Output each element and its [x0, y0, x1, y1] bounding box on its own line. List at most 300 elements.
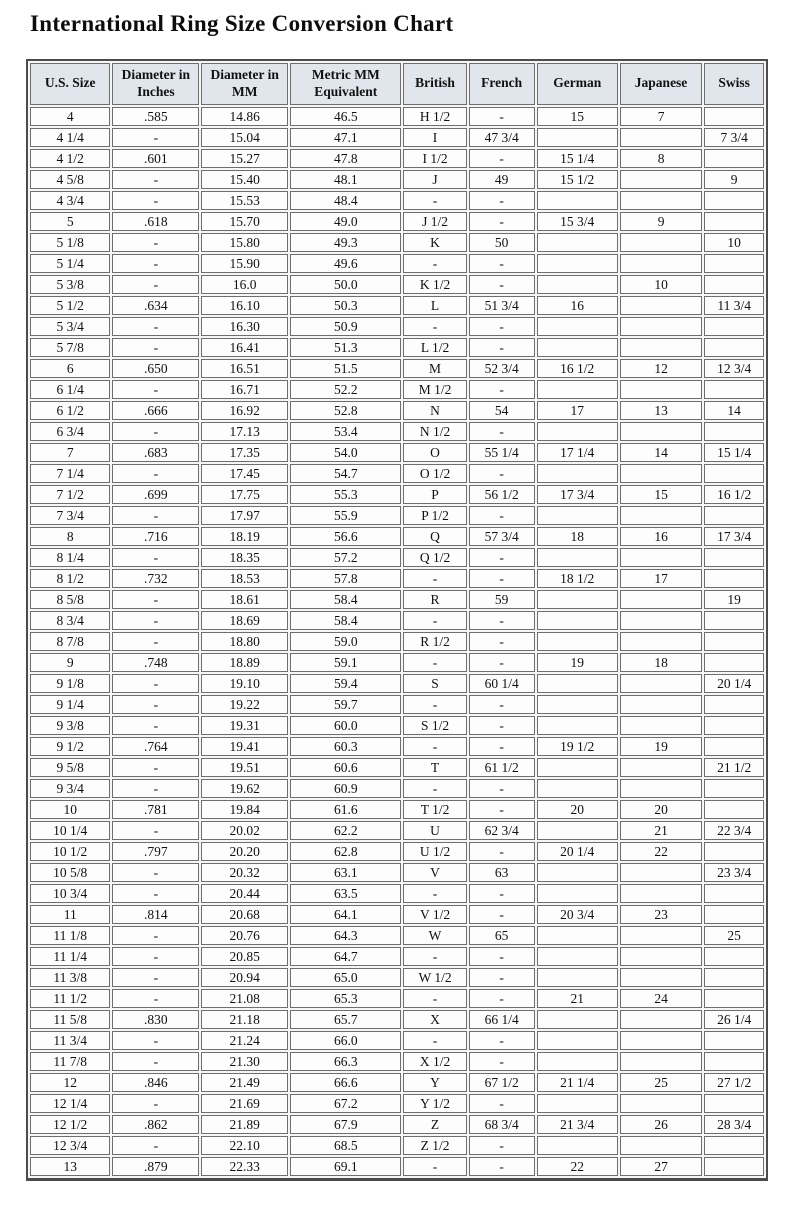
table-cell: 7 3/4 [704, 128, 764, 147]
column-header-5: French [469, 63, 535, 105]
table-cell: 21 [620, 821, 703, 840]
table-cell: .781 [112, 800, 199, 819]
table-row [30, 506, 764, 525]
table-cell: - [469, 275, 535, 294]
table-cell: 27 [620, 1157, 703, 1176]
table-cell [704, 695, 764, 714]
table-cell [620, 1010, 703, 1029]
table-cell: 67.9 [290, 1115, 401, 1134]
table-cell: I [403, 128, 466, 147]
table-cell: 21.08 [201, 989, 288, 1008]
table-cell: U [403, 821, 466, 840]
table-cell: - [469, 149, 535, 168]
table-cell [704, 947, 764, 966]
table-cell [620, 548, 703, 567]
table-cell: 14.86 [201, 107, 288, 126]
table-cell: 22 3/4 [704, 821, 764, 840]
table-cell: - [112, 716, 199, 735]
table-cell: - [112, 758, 199, 777]
table-cell [620, 233, 703, 252]
table-cell: - [112, 590, 199, 609]
table-cell: - [469, 800, 535, 819]
table-cell: 11 1/2 [30, 989, 110, 1008]
table-cell: 16 1/2 [537, 359, 618, 378]
table-cell [537, 128, 618, 147]
table-cell [704, 653, 764, 672]
table-row [30, 254, 764, 273]
table-cell: - [469, 212, 535, 231]
table-cell [704, 800, 764, 819]
table-cell: .601 [112, 149, 199, 168]
table-cell: 18.53 [201, 569, 288, 588]
table-cell: - [112, 947, 199, 966]
table-cell: 14 [620, 443, 703, 462]
table-cell: P 1/2 [403, 506, 466, 525]
table-row [30, 926, 764, 945]
table-row [30, 884, 764, 903]
table-cell: 19.84 [201, 800, 288, 819]
table-cell: - [112, 863, 199, 882]
table-cell: - [469, 1031, 535, 1050]
table-cell: - [112, 821, 199, 840]
table-cell: 58.4 [290, 590, 401, 609]
table-cell: - [469, 842, 535, 861]
table-cell: 18 [537, 527, 618, 546]
table-cell: 64.7 [290, 947, 401, 966]
table-cell: L [403, 296, 466, 315]
table-cell: 20 [537, 800, 618, 819]
table-cell [704, 506, 764, 525]
table-cell: 20 3/4 [537, 905, 618, 924]
table-cell: 9 3/4 [30, 779, 110, 798]
table-row [30, 275, 764, 294]
table-cell [537, 233, 618, 252]
table-cell [537, 821, 618, 840]
table-row [30, 443, 764, 462]
table-body [30, 107, 764, 1176]
table-cell: - [403, 695, 466, 714]
table-cell: - [403, 569, 466, 588]
table-cell [537, 758, 618, 777]
table-cell: 16 [620, 527, 703, 546]
table-cell: - [112, 380, 199, 399]
table-cell: 8 1/4 [30, 548, 110, 567]
table-cell: 16.51 [201, 359, 288, 378]
table-cell: 50 [469, 233, 535, 252]
table-cell: 10 3/4 [30, 884, 110, 903]
table-row [30, 149, 764, 168]
table-cell: 21 3/4 [537, 1115, 618, 1134]
table-cell: 65.0 [290, 968, 401, 987]
table-cell: .634 [112, 296, 199, 315]
table-cell: 12 1/2 [30, 1115, 110, 1134]
table-cell: 18 1/2 [537, 569, 618, 588]
table-cell: 60.9 [290, 779, 401, 798]
table-cell: 9 1/4 [30, 695, 110, 714]
table-cell: 22 [620, 842, 703, 861]
table-cell: - [469, 632, 535, 651]
table-cell [704, 338, 764, 357]
table-cell: 55.3 [290, 485, 401, 504]
table-row [30, 296, 764, 315]
table-cell: 16.71 [201, 380, 288, 399]
table-cell: 11 5/8 [30, 1010, 110, 1029]
table-cell: 19.62 [201, 779, 288, 798]
table-cell: 19 [704, 590, 764, 609]
table-row [30, 359, 764, 378]
table-cell: O [403, 443, 466, 462]
table-cell: 20 [620, 800, 703, 819]
table-cell: 60.0 [290, 716, 401, 735]
table-cell [704, 884, 764, 903]
table-cell [704, 107, 764, 126]
table-cell [704, 422, 764, 441]
table-cell: .716 [112, 527, 199, 546]
table-row [30, 401, 764, 420]
table-cell: J 1/2 [403, 212, 466, 231]
table-cell: 17 3/4 [704, 527, 764, 546]
table-cell: 13 [620, 401, 703, 420]
table-cell: 21 1/4 [537, 1073, 618, 1092]
table-cell: - [469, 506, 535, 525]
table-cell: .797 [112, 842, 199, 861]
table-cell: - [469, 653, 535, 672]
table-cell: 21.49 [201, 1073, 288, 1092]
table-cell: - [469, 779, 535, 798]
table-cell: 20.20 [201, 842, 288, 861]
table-cell: 18.19 [201, 527, 288, 546]
column-header-6: German [537, 63, 618, 105]
table-cell: 21 1/2 [704, 758, 764, 777]
table-cell: 49.0 [290, 212, 401, 231]
table-row [30, 611, 764, 630]
table-cell: 19.31 [201, 716, 288, 735]
table-row [30, 632, 764, 651]
table-cell [537, 968, 618, 987]
table-cell: K 1/2 [403, 275, 466, 294]
table-cell [620, 884, 703, 903]
column-header-0: U.S. Size [30, 63, 110, 105]
table-cell: 15.04 [201, 128, 288, 147]
table-cell: 18.80 [201, 632, 288, 651]
table-cell: - [469, 254, 535, 273]
table-cell: 62.8 [290, 842, 401, 861]
table-cell [620, 695, 703, 714]
table-cell: 12 [30, 1073, 110, 1092]
table-cell: 11 3/8 [30, 968, 110, 987]
table-cell: - [469, 548, 535, 567]
table-cell [620, 506, 703, 525]
table-cell: 68 3/4 [469, 1115, 535, 1134]
table-cell [620, 464, 703, 483]
table-cell: 65.3 [290, 989, 401, 1008]
table-cell: 55.9 [290, 506, 401, 525]
table-cell: 63.5 [290, 884, 401, 903]
table-cell [620, 716, 703, 735]
table-cell: O 1/2 [403, 464, 466, 483]
table-cell: 10 1/2 [30, 842, 110, 861]
table-cell: 27 1/2 [704, 1073, 764, 1092]
table-cell: 15.27 [201, 149, 288, 168]
table-cell: 23 [620, 905, 703, 924]
table-cell: - [469, 1094, 535, 1113]
table-cell [620, 422, 703, 441]
table-cell: - [469, 695, 535, 714]
table-cell: 67 1/2 [469, 1073, 535, 1092]
table-cell: 19.41 [201, 737, 288, 756]
column-header-4: British [403, 63, 466, 105]
table-cell: 25 [620, 1073, 703, 1092]
table-cell: 49.6 [290, 254, 401, 273]
table-cell [537, 191, 618, 210]
table-cell [620, 674, 703, 693]
table-cell: 16.30 [201, 317, 288, 336]
table-cell: 61.6 [290, 800, 401, 819]
table-cell [620, 779, 703, 798]
table-cell: 11 7/8 [30, 1052, 110, 1071]
table-cell: - [469, 1052, 535, 1071]
table-cell: 6 1/2 [30, 401, 110, 420]
table-cell: 12 [620, 359, 703, 378]
table-cell: 52.8 [290, 401, 401, 420]
table-cell: 6 3/4 [30, 422, 110, 441]
table-cell [537, 590, 618, 609]
table-cell: 46.5 [290, 107, 401, 126]
table-row [30, 1094, 764, 1113]
table-cell: 4 3/4 [30, 191, 110, 210]
table-row [30, 317, 764, 336]
table-cell [537, 611, 618, 630]
table-cell: 60.3 [290, 737, 401, 756]
table-cell: 20.44 [201, 884, 288, 903]
ring-size-conversion-table [26, 59, 768, 1181]
table-cell: .683 [112, 443, 199, 462]
table-row [30, 128, 764, 147]
table-row [30, 842, 764, 861]
table-cell: 5 1/8 [30, 233, 110, 252]
table-cell: 12 3/4 [30, 1136, 110, 1155]
table-cell [704, 842, 764, 861]
table-row [30, 464, 764, 483]
table-cell: 15.53 [201, 191, 288, 210]
table-cell: 19 [620, 737, 703, 756]
table-cell: 17.45 [201, 464, 288, 483]
table-cell: - [112, 275, 199, 294]
table-cell: 67.2 [290, 1094, 401, 1113]
table-cell: 47.8 [290, 149, 401, 168]
table-cell [704, 464, 764, 483]
table-cell: 5 7/8 [30, 338, 110, 357]
table-cell [704, 737, 764, 756]
table-cell: 5 1/4 [30, 254, 110, 273]
table-cell: 20.76 [201, 926, 288, 945]
table-cell [537, 275, 618, 294]
table-cell: - [112, 170, 199, 189]
table-cell: 55 1/4 [469, 443, 535, 462]
table-cell: 15 [537, 107, 618, 126]
table-cell: - [112, 254, 199, 273]
table-cell: - [112, 884, 199, 903]
table-cell: Y 1/2 [403, 1094, 466, 1113]
table-cell: - [112, 464, 199, 483]
table-cell [537, 338, 618, 357]
table-cell: - [112, 611, 199, 630]
table-cell: 15.90 [201, 254, 288, 273]
table-cell: 62 3/4 [469, 821, 535, 840]
page-title: International Ring Size Conversion Chart [30, 11, 454, 36]
table-row [30, 590, 764, 609]
table-cell: 51.3 [290, 338, 401, 357]
table-cell: 23 3/4 [704, 863, 764, 882]
table-cell: 16 [537, 296, 618, 315]
table-row [30, 1157, 764, 1176]
table-cell: Z [403, 1115, 466, 1134]
table-row [30, 989, 764, 1008]
table-cell: L 1/2 [403, 338, 466, 357]
table-cell: 21.69 [201, 1094, 288, 1113]
table-cell: 16.92 [201, 401, 288, 420]
table-cell: 15 1/2 [537, 170, 618, 189]
table-cell: 8 [620, 149, 703, 168]
table-cell: 8 5/8 [30, 590, 110, 609]
table-cell [620, 170, 703, 189]
table-cell [620, 1052, 703, 1071]
table-cell: 20.68 [201, 905, 288, 924]
table-cell: - [112, 632, 199, 651]
table-cell: W [403, 926, 466, 945]
table-cell: 68.5 [290, 1136, 401, 1155]
table-cell: 17.75 [201, 485, 288, 504]
table-cell: - [403, 737, 466, 756]
table-cell: - [403, 611, 466, 630]
table-cell: - [112, 233, 199, 252]
table-cell [620, 338, 703, 357]
table-cell: 26 1/4 [704, 1010, 764, 1029]
table-cell: 17.97 [201, 506, 288, 525]
table-cell: 18.69 [201, 611, 288, 630]
table-cell: 20 1/4 [537, 842, 618, 861]
table-cell: 28 3/4 [704, 1115, 764, 1134]
table-cell: 47 3/4 [469, 128, 535, 147]
table-cell [537, 464, 618, 483]
table-cell: - [403, 317, 466, 336]
table-cell: Y [403, 1073, 466, 1092]
table-cell: - [112, 1094, 199, 1113]
table-cell: 64.3 [290, 926, 401, 945]
table-cell: 8 [30, 527, 110, 546]
table-cell: 60.6 [290, 758, 401, 777]
table-cell: M [403, 359, 466, 378]
table-cell: 19.10 [201, 674, 288, 693]
table-cell: - [403, 989, 466, 1008]
table-cell: 6 1/4 [30, 380, 110, 399]
table-cell: 15 1/4 [704, 443, 764, 462]
table-row [30, 737, 764, 756]
table-cell: - [403, 779, 466, 798]
table-cell [537, 926, 618, 945]
table-cell: X [403, 1010, 466, 1029]
table-cell: - [469, 611, 535, 630]
table-cell: 56.6 [290, 527, 401, 546]
table-cell [704, 1094, 764, 1113]
table-cell: - [403, 1031, 466, 1050]
table-cell: P [403, 485, 466, 504]
table-row [30, 1052, 764, 1071]
table-cell: K [403, 233, 466, 252]
column-header-8: Swiss [704, 63, 764, 105]
table-row [30, 485, 764, 504]
table-cell: 9 3/8 [30, 716, 110, 735]
table-cell: 21.24 [201, 1031, 288, 1050]
table-cell: J [403, 170, 466, 189]
table-cell [704, 380, 764, 399]
table-cell: 10 1/4 [30, 821, 110, 840]
table-cell: M 1/2 [403, 380, 466, 399]
table-cell: .879 [112, 1157, 199, 1176]
table-cell: - [403, 947, 466, 966]
table-cell: 65 [469, 926, 535, 945]
table-cell: 53.4 [290, 422, 401, 441]
table-cell [704, 1031, 764, 1050]
table-cell: - [469, 905, 535, 924]
table-cell [620, 1031, 703, 1050]
table-cell [537, 506, 618, 525]
table-cell: - [112, 128, 199, 147]
table-cell: S 1/2 [403, 716, 466, 735]
table-cell: 59.7 [290, 695, 401, 714]
table-cell: 9 [30, 653, 110, 672]
table-cell: - [469, 716, 535, 735]
table-cell [620, 191, 703, 210]
table-row [30, 1031, 764, 1050]
table-cell: 63.1 [290, 863, 401, 882]
column-header-7: Japanese [620, 63, 703, 105]
table-cell [704, 632, 764, 651]
table-cell: 19 [537, 653, 618, 672]
table-cell: N [403, 401, 466, 420]
table-cell: 16.0 [201, 275, 288, 294]
table-cell [704, 779, 764, 798]
table-cell: 9 1/2 [30, 737, 110, 756]
table-cell: Q [403, 527, 466, 546]
table-cell: - [469, 191, 535, 210]
table-cell: 17 [537, 401, 618, 420]
table-cell: 58.4 [290, 611, 401, 630]
table-cell: 50.0 [290, 275, 401, 294]
table-cell: 65.7 [290, 1010, 401, 1029]
table-cell: 57.8 [290, 569, 401, 588]
table-cell: 57 3/4 [469, 527, 535, 546]
table-row [30, 1010, 764, 1029]
column-header-3: Metric MM Equivalent [290, 63, 401, 105]
table-cell [537, 779, 618, 798]
table-cell: 5 1/2 [30, 296, 110, 315]
table-cell: N 1/2 [403, 422, 466, 441]
table-cell: 20.32 [201, 863, 288, 882]
table-cell: 4 1/2 [30, 149, 110, 168]
table-row [30, 569, 764, 588]
table-cell: 10 [620, 275, 703, 294]
table-cell: 18.61 [201, 590, 288, 609]
table-cell [537, 947, 618, 966]
table-cell: 10 [704, 233, 764, 252]
table-cell [537, 674, 618, 693]
table-cell: 9 [620, 212, 703, 231]
table-cell: 15.40 [201, 170, 288, 189]
table-cell: - [469, 107, 535, 126]
table-cell [704, 212, 764, 231]
table-row [30, 800, 764, 819]
